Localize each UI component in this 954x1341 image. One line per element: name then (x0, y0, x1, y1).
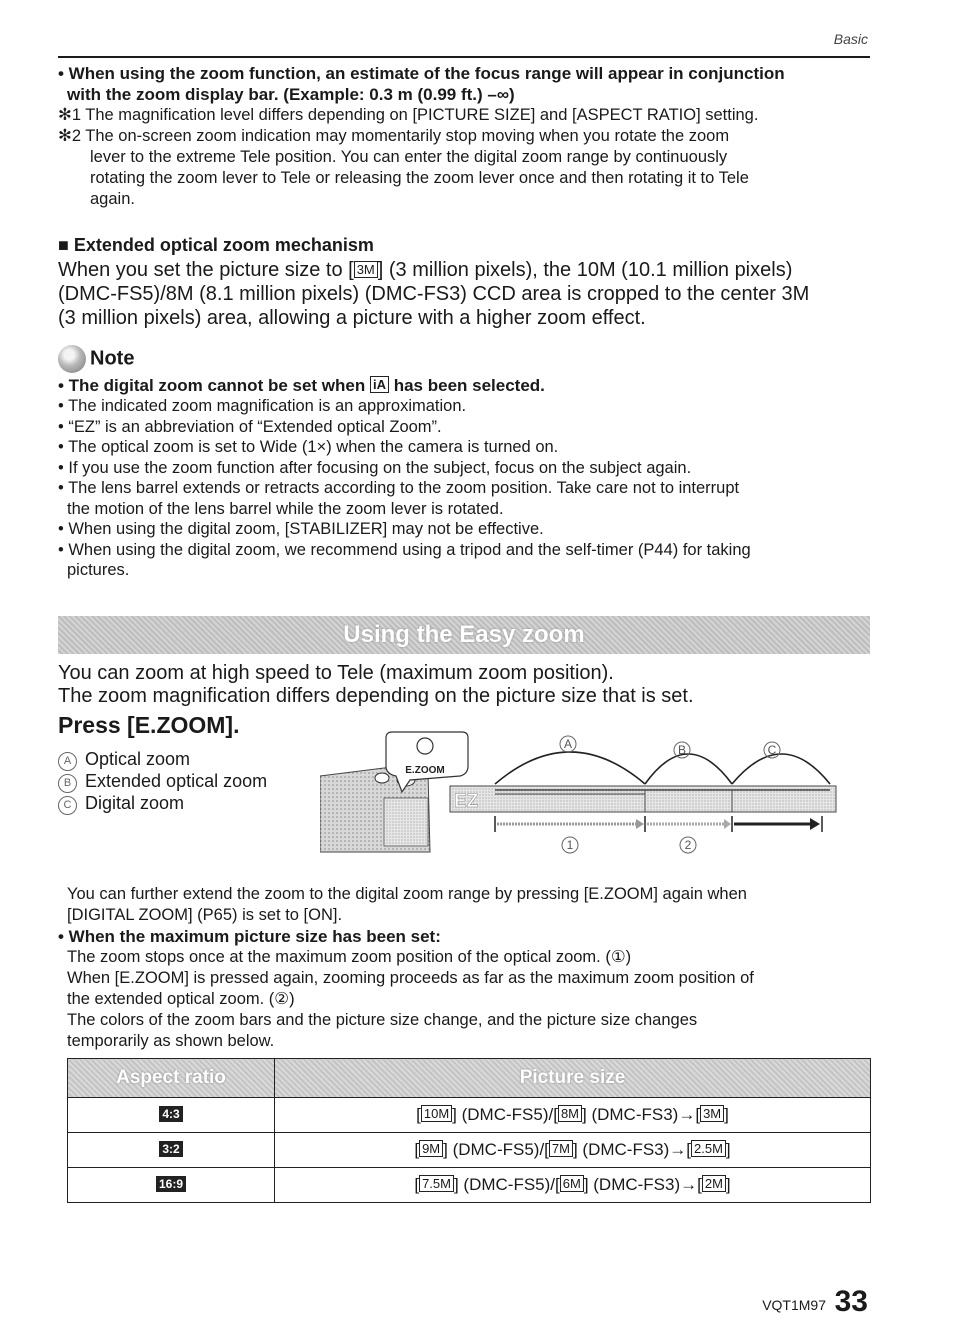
max-size-line: The zoom stops once at the maximum zoom position of the optical zoom. (①) (67, 948, 632, 966)
header-picture-size: Picture size (275, 1059, 871, 1098)
max-size-line: the extended optical zoom. (②) (67, 990, 295, 1008)
easy-zoom-intro: You can zoom at high speed to Tele (maximum zoom position). (58, 662, 614, 684)
size-icon: 10M (421, 1105, 452, 1122)
line-text: ] (3 million pixels), the 10M (10.1 million pixels) (377, 259, 793, 281)
legend-mark: C (58, 796, 77, 815)
extended-optical-line1 (58, 259, 792, 283)
size-text: ] (DMC-FS3)→[ (572, 1140, 692, 1159)
arc-mark-a: A (563, 737, 573, 751)
size-cell: [ 9M ] (DMC-FS5)/[ 7M ] (DMC-FS3)→[ 2.5M ] (275, 1133, 871, 1168)
size-cell: [ 10M ] (DMC-FS5)/[ 8M ] (DMC-FS3)→[ 3M ] (275, 1098, 871, 1133)
extended-optical-line3: (3 million pixels) area, allowing a picture with a higher zoom effect. (58, 307, 646, 329)
body-line: You can further extend the zoom to the digital zoom range by pressing [E.ZOOM] again when (67, 885, 747, 903)
legend-mark: A (58, 752, 77, 771)
ez-bar-label: EZ (454, 791, 479, 812)
note-bullet: • When using the digital zoom, [STABILIZER] may not be effective. (58, 520, 544, 538)
line-text: When you set the picture size to [ (58, 259, 354, 281)
table-header-row (68, 1059, 871, 1098)
step-mark-2: 2 (684, 838, 692, 852)
size-icon: 2.5M (691, 1140, 726, 1157)
legend-item (58, 793, 267, 815)
footnote-1: ✻1 The magnification level differs depending on [PICTURE SIZE] and [ASPECT RATIO] setting. (58, 106, 759, 124)
easy-zoom-title: Using the Easy zoom (343, 621, 585, 648)
legend-label: Digital zoom (85, 793, 185, 813)
press-ezoom-heading: Press [E.ZOOM]. (58, 712, 240, 738)
extended-optical-heading: ■ Extended optical zoom mechanism (58, 235, 374, 255)
size-icon: 7.5M (419, 1175, 454, 1192)
size-text: ] (DMC-FS5)/[ (443, 1140, 549, 1159)
aspect-cell (68, 1168, 275, 1203)
size-text: ] (DMC-FS3)→[ (583, 1175, 702, 1194)
note-bullet: • The indicated zoom magnification is an approximation. (58, 397, 467, 415)
aspect-cell (68, 1133, 275, 1168)
aspect-icon: 16:9 (156, 1176, 186, 1192)
note-bullet: the motion of the lens barrel while the zoom lever is rotated. (67, 499, 504, 518)
header-aspect-ratio: Aspect ratio (68, 1059, 275, 1098)
legend-label: Extended optical zoom (85, 771, 268, 791)
note-title: Note (90, 347, 135, 370)
legend-item (58, 749, 267, 771)
size-icon: 3M (700, 1105, 724, 1122)
size-text: ] (DMC-FS5)/[ (453, 1175, 560, 1194)
legend-item (58, 771, 267, 793)
table-row (68, 1098, 871, 1133)
zoom-focus-note-line2: with the zoom display bar. (Example: 0.3 m (0.99 ft.) –∞) (67, 85, 515, 104)
footnote-2-line: again. (90, 190, 135, 208)
max-size-line: temporarily as shown below. (67, 1032, 275, 1050)
max-size-line: The colors of the zoom bars and the picture size change, and the picture size changes (67, 1011, 698, 1029)
legend-mark: B (58, 774, 77, 793)
ezoom-button-label: E.ZOOM (405, 765, 445, 776)
picture-size-table (67, 1058, 871, 1203)
note-bullet: • “EZ” is an abbreviation of “Extended optical Zoom”. (58, 417, 442, 436)
picture-size-icon: 3M (354, 261, 378, 278)
note-bullet: • The lens barrel extends or retracts according to the zoom position. Take care not to interrupt (58, 479, 740, 497)
size-icon: 6M (560, 1175, 584, 1192)
max-size-heading: • When the maximum picture size has been set: (58, 927, 441, 946)
section-label: Basic (833, 31, 868, 47)
size-text: ] (DMC-FS5)/[ (452, 1105, 558, 1124)
extended-optical-line2: (DMC-FS5)/8M (8.1 million pixels) (DMC-FS3) CCD area is cropped to the center 3M (58, 283, 810, 305)
size-icon: 9M (419, 1140, 443, 1157)
aspect-icon: 4:3 (159, 1106, 182, 1122)
footnote-2-line: ✻2 The on-screen zoom indication may momentarily stop moving when you rotate the zoom (58, 127, 730, 145)
step-mark-1: 1 (566, 838, 574, 852)
document-code: VQT1M97 (762, 1297, 826, 1313)
note-icon (58, 345, 86, 373)
note-bold-bullet (58, 375, 545, 397)
easy-zoom-diagram (320, 728, 850, 858)
zoom-focus-note-line1: • When using the zoom function, an estimate of the focus range will appear in conjunction (58, 64, 785, 83)
line-text: • The digital zoom cannot be set when (58, 376, 370, 395)
note-bullet: pictures. (67, 561, 130, 579)
size-text: ] (DMC-FS3)→[ (582, 1105, 701, 1124)
easy-zoom-intro: The zoom magnification differs depending on the picture size that is set. (58, 685, 694, 707)
zoom-range-arcs (495, 752, 830, 784)
header-rule (58, 56, 870, 58)
table-row (68, 1168, 871, 1203)
arc-mark-b: B (677, 743, 687, 757)
line-text: has been selected. (388, 376, 545, 395)
size-cell: [ 7.5M ] (DMC-FS5)/[ 6M ] (DMC-FS3)→[ 2M ] (275, 1168, 871, 1203)
aspect-icon: 3:2 (159, 1141, 182, 1157)
body-line: [DIGITAL ZOOM] (P65) is set to [ON]. (67, 906, 343, 924)
zoom-legend (58, 749, 267, 815)
size-icon: 2M (702, 1175, 726, 1192)
aspect-cell (68, 1098, 275, 1133)
footnote-2-line: lever to the extreme Tele position. You can enter the digital zoom range by continuously (90, 148, 728, 166)
footnote-2-line: rotating the zoom lever to Tele or releasing the zoom lever once and then rotating it to Tele (90, 169, 749, 187)
page-number: 33 (834, 1285, 868, 1318)
zoom-bar (450, 786, 836, 812)
note-bullet: • The optical zoom is set to Wide (1×) when the camera is turned on. (58, 438, 559, 456)
note-bullet: • When using the digital zoom, we recommend using a tripod and the self-timer (P44) for taking (58, 540, 751, 559)
note-bullet: • If you use the zoom function after focusing on the subject, focus on the subject again. (58, 458, 692, 477)
intelligent-auto-icon: iA (370, 376, 389, 393)
arc-mark-c: C (767, 743, 777, 757)
table-row (68, 1133, 871, 1168)
note-heading (58, 345, 134, 373)
size-icon: 7M (549, 1140, 573, 1157)
legend-label: Optical zoom (85, 749, 191, 769)
easy-zoom-title-bar (58, 616, 870, 654)
max-size-line: When [E.ZOOM] is pressed again, zooming proceeds as far as the maximum zoom position of (67, 969, 754, 987)
size-icon: 8M (558, 1105, 582, 1122)
zoom-arrows (495, 816, 822, 832)
